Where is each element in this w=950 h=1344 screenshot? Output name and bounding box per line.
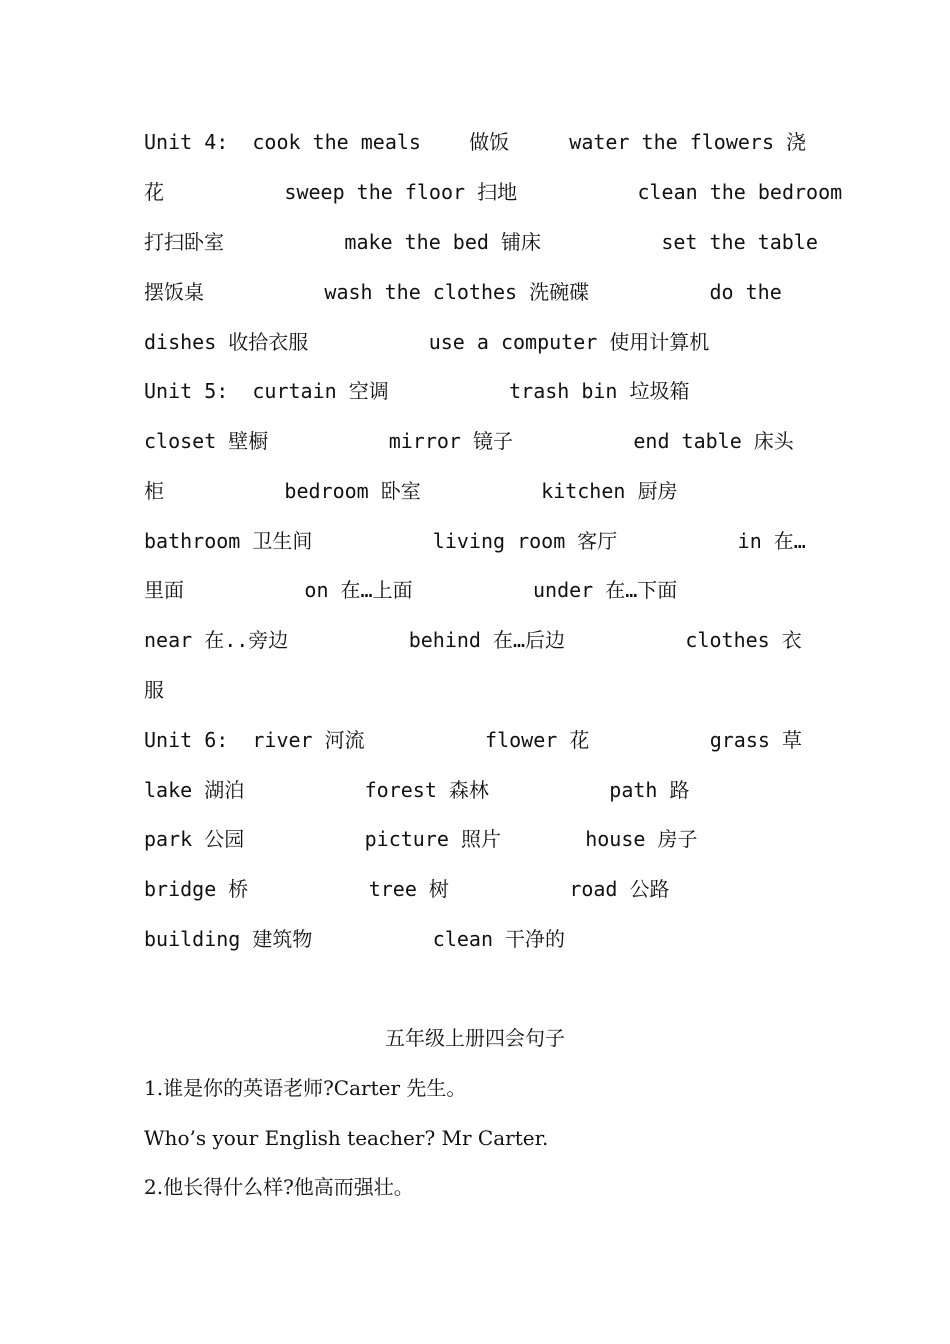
vocab-line: Unit 6: river 河流 flower 花 grass 草: [144, 728, 802, 752]
vocab-line: building 建筑物 clean 干净的: [144, 927, 566, 951]
sentence-line: 1.谁是你的英语老师?Carter 先生。: [144, 1076, 467, 1100]
sentence-line: Who’s your English teacher? Mr Carter.: [144, 1126, 549, 1150]
vocab-line: 柜 bedroom 卧室 kitchen 厨房: [144, 479, 678, 503]
vocab-line: lake 湖泊 forest 森林 path 路: [144, 778, 690, 802]
vocab-line: closet 壁橱 mirror 镜子 end table 床头: [144, 429, 794, 453]
vocab-line: Unit 5: curtain 空调 trash bin 垃圾箱: [144, 379, 690, 403]
vocab-line: bridge 桥 tree 树 road 公路: [144, 877, 670, 901]
vocab-line: 服: [144, 678, 164, 702]
vocab-line: 打扫卧室 make the bed 铺床 set the table: [144, 230, 818, 254]
vocab-line: 里面 on 在…上面 under 在…下面: [144, 578, 678, 602]
vocab-line: 摆饭桌 wash the clothes 洗碗碟 do the: [144, 280, 782, 304]
vocab-line: Unit 4: cook the meals 做饭 water the flowers 浇: [144, 130, 807, 154]
section-title: 五年级上册四会句子: [385, 1026, 565, 1050]
vocab-line: 花 sweep the floor 扫地 clean the bedroom: [144, 180, 843, 204]
sentence-line: 2.他长得什么样?他高而强壮。: [144, 1175, 414, 1199]
vocab-line: dishes 收拾衣服 use a computer 使用计算机: [144, 330, 710, 354]
vocab-line: near 在..旁边 behind 在…后边 clothes 衣: [144, 628, 802, 652]
vocab-line: park 公园 picture 照片 house 房子: [144, 827, 698, 851]
vocab-line: bathroom 卫生间 living room 客厅 in 在…: [144, 529, 806, 553]
